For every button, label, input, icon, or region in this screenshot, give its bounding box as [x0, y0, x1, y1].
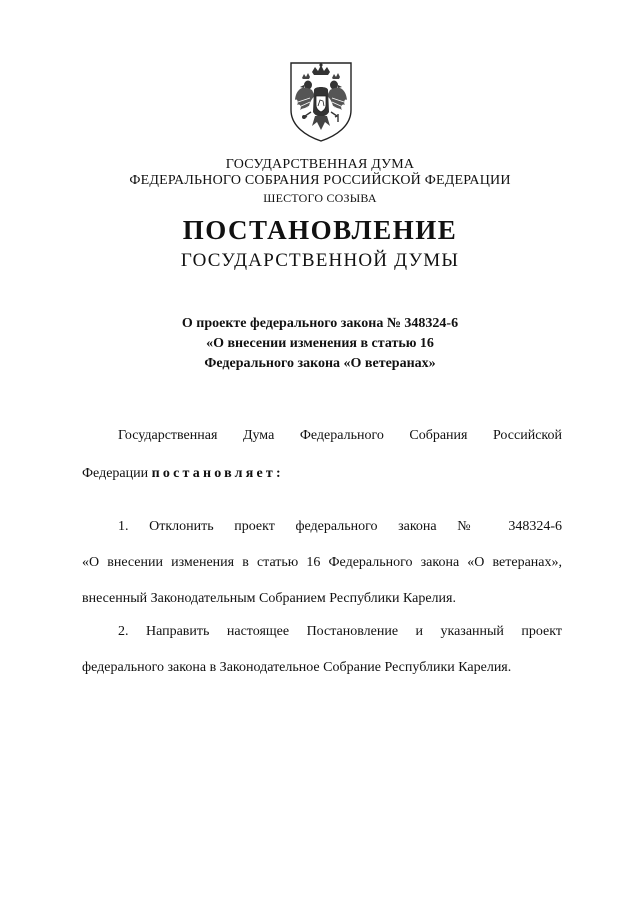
- document-type-title: ПОСТАНОВЛЕНИЕ: [182, 215, 458, 245]
- preamble-line-2: [82, 464, 562, 484]
- header-line-convocation: ШЕСТОГО СОЗЫВА: [263, 191, 377, 205]
- subject-line-1: О проекте федерального закона № 348324-6: [181, 316, 459, 331]
- document-issuer: ГОСУДАРСТВЕННОЙ ДУМЫ: [180, 250, 460, 271]
- preamble-federation: Федерации: [82, 466, 149, 481]
- header-line-federal-assembly: ФЕДЕРАЛЬНОГО СОБРАНИЯ РОССИЙСКОЙ ФЕДЕРАЦИИ: [129, 173, 511, 188]
- item-1-line-3: внесенный Законодательным Собранием Республики Карелия.: [82, 591, 456, 606]
- item-1-line-2: «О внесении изменения в статью 16 Федерального закона «О ветеранах»,: [82, 555, 562, 570]
- preamble-line-1: Государственная Дума Федерального Собрания Российской: [118, 428, 562, 443]
- preamble-verb: постановляет:: [151, 466, 284, 481]
- coat-of-arms-icon: [288, 60, 354, 144]
- item-1-line-1: 1. Отклонить проект федерального закона № 348324-6: [118, 519, 562, 534]
- subject-line-3: Федерального закона «О ветеранах»: [204, 356, 436, 371]
- subject-line-2: «О внесении изменения в статью 16: [206, 336, 434, 351]
- item-2-line-2: федерального закона в Законодательное Собрание Республики Карелия.: [82, 660, 512, 675]
- header-line-duma: ГОСУДАРСТВЕННАЯ ДУМА: [225, 157, 415, 172]
- item-2-line-1: 2. Направить настоящее Постановление и указанный проект: [118, 624, 562, 639]
